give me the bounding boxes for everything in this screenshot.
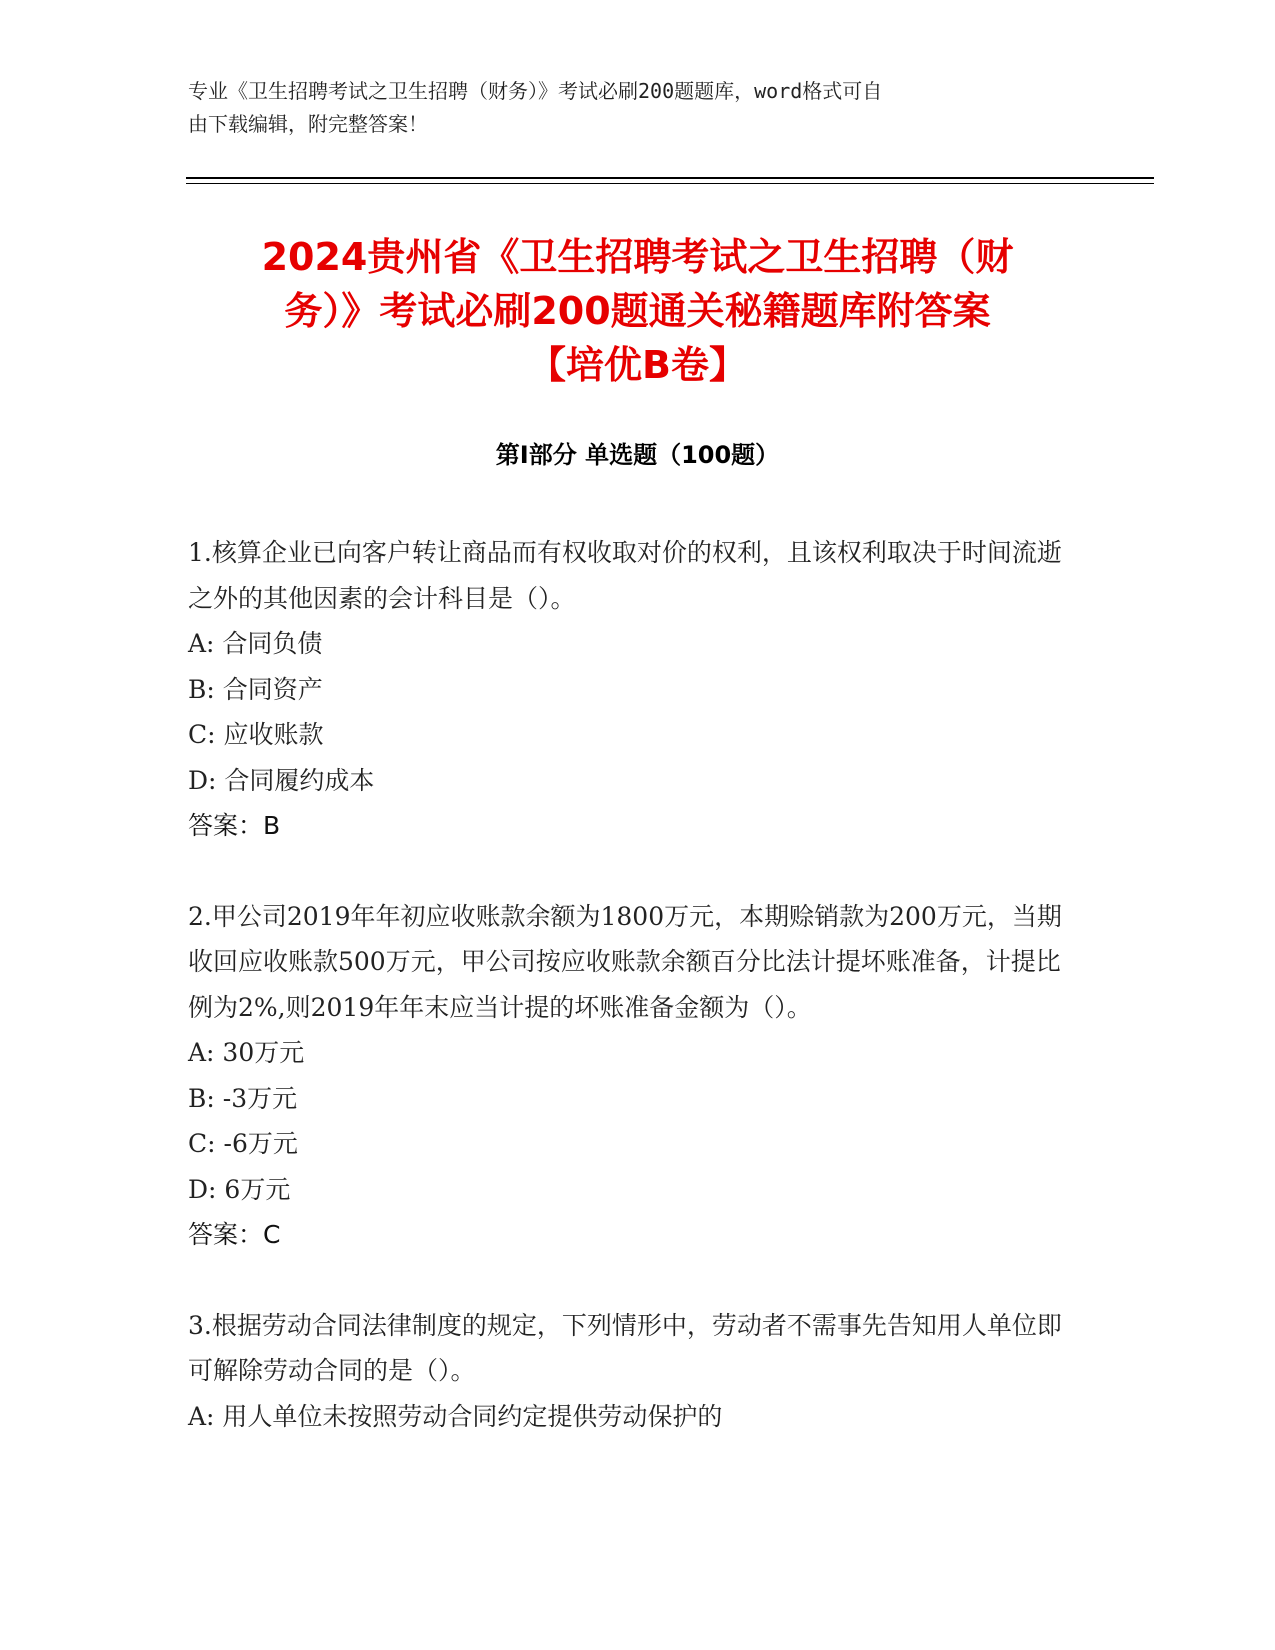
header-note-line-2: 由下载编辑，附完整答案！ xyxy=(188,112,428,136)
option-a: A: 合同负债 xyxy=(188,629,323,658)
question-stem: 2.甲公司2019年年初应收账款余额为1800万元，本期赊销款为200万元，当期收回应收账款500万元，甲公司按应收账款余额百分比法计提坏账准备，计提比例为2%,则2019年年末应当计提的坏账准备金额为（）。 xyxy=(188,901,1062,1022)
option-a: A: 用人单位未按照劳动合同约定提供劳动保护的 xyxy=(188,1401,723,1431)
document-title xyxy=(180,230,1095,392)
option-c: C: -6万元 xyxy=(188,1129,298,1158)
document-title-line-3: 【培优B卷】 xyxy=(528,343,747,387)
header-divider-thick xyxy=(186,177,1154,179)
option-a: A: 30万元 xyxy=(188,1038,305,1067)
option-b: B: -3万元 xyxy=(188,1083,298,1113)
document-title-line-2: 务）》考试必刷200题通关秘籍题库附答案 xyxy=(284,289,991,333)
question-stem: 1.核算企业已向客户转让商品而有权收取对价的权利，且该权利取决于时间流逝之外的其他因素的会计科目是（）。 xyxy=(188,538,1062,613)
option-d: D: 合同履约成本 xyxy=(188,765,375,795)
answer-label: 答案：B xyxy=(188,811,281,840)
section-title: 第I部分 单选题（100题） xyxy=(495,441,780,469)
question-2 xyxy=(188,894,1068,1258)
question-stem: 3.根据劳动合同法律制度的规定，下列情形中，劳动者不需事先告知用人单位即可解除劳动合同的是（）。 xyxy=(188,1310,1062,1385)
header-divider-thin xyxy=(186,183,1154,184)
header-note xyxy=(188,75,1068,141)
option-c: C: 应收账款 xyxy=(188,720,324,749)
question-list xyxy=(188,530,1068,1484)
document-title-line-1: 2024贵州省《卫生招聘考试之卫生招聘（财 xyxy=(261,235,1014,279)
answer-label: 答案：C xyxy=(188,1220,281,1249)
header-note-line-1: 专业《卫生招聘考试之卫生招聘（财务）》考试必刷200题题库，word格式可自 xyxy=(188,79,883,103)
question-1 xyxy=(188,530,1068,849)
question-3 xyxy=(188,1303,1068,1440)
option-b: B: 合同资产 xyxy=(188,674,323,704)
option-d: D: 6万元 xyxy=(188,1174,291,1204)
